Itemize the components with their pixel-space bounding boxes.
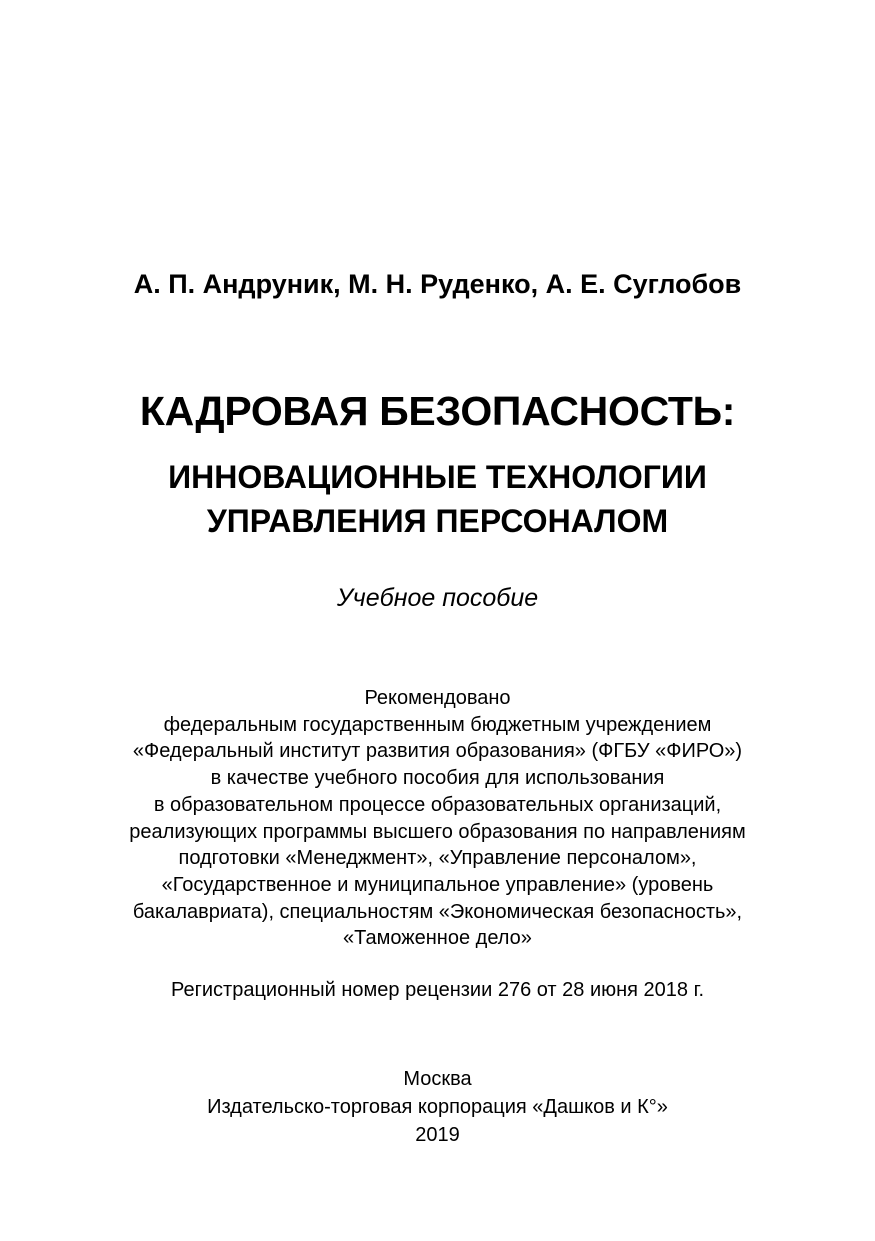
recommendation-line: «Таможенное дело» (343, 927, 532, 950)
recommendation-line: «Федеральный институт развития образования» (ФГБУ «ФИРО») (132, 740, 743, 763)
document-type: Учебное пособие (336, 584, 539, 612)
recommendation-line: в образовательном процессе образовательных организаций, (153, 793, 722, 816)
recommendation-line: подготовки «Менеджмент», «Управление персоналом», (178, 847, 697, 870)
recommendation-block (0, 685, 875, 952)
recommendation-line: реализующих программы высшего образования по направлениям (129, 820, 746, 843)
subtitle-line: ИННОВАЦИОННЫЕ ТЕХНОЛОГИИ (168, 459, 707, 495)
recommendation-line: в качестве учебного пособия для использования (210, 767, 665, 790)
recommendation-line: бакалавриата), специальностям «Экономическая безопасность», (132, 900, 743, 923)
registration-number: Регистрационный номер рецензии 276 от 28 июня 2018 г. (170, 979, 705, 1001)
book-title: КАДРОВАЯ БЕЗОПАСНОСТЬ: (139, 388, 736, 434)
book-subtitle (0, 455, 875, 543)
imprint (0, 1065, 875, 1149)
imprint-publisher: Издательско-торговая корпорация «Дашков и К°» (207, 1096, 668, 1118)
recommendation-line: Рекомендовано (364, 687, 511, 709)
authors: А. П. Андруник, М. Н. Руденко, А. Е. Суглобов (133, 269, 742, 299)
imprint-year: 2019 (415, 1124, 460, 1146)
recommendation-line: федеральным государственным бюджетным учреждением (163, 713, 712, 736)
recommendation-line: «Государственное и муниципальное управление» (уровень (161, 873, 714, 896)
subtitle-line: УПРАВЛЕНИЯ ПЕРСОНАЛОМ (206, 503, 669, 539)
imprint-city: Москва (403, 1068, 472, 1090)
